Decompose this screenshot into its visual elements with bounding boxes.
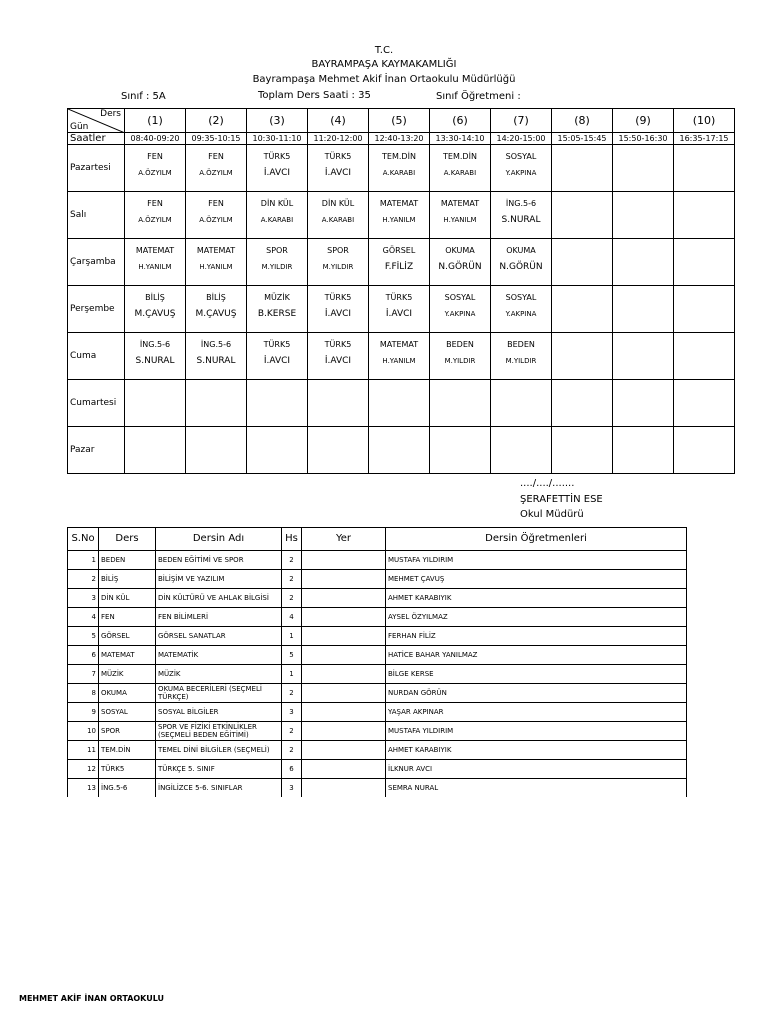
lesson-teacher: İ.AVCI [324,356,352,366]
course-name: DİN KÜLTÜRÜ VE AHLAK BİLGİSİ [156,589,282,608]
lesson-cell [308,239,369,286]
lesson-teacher: S.NURAL [196,356,236,366]
lesson-subject: SOSYAL [505,152,537,161]
lesson-teacher: N.GÖRÜN [438,262,482,272]
course-teacher: MEHMET ÇAVUŞ [386,570,687,589]
col-header-ogretmen: Dersin Öğretmenleri [386,528,687,551]
lesson-teacher: A.ÖZYILM [138,169,172,177]
course-hours: 2 [282,570,302,589]
course-number: 4 [68,608,99,627]
lesson-subject: MATEMAT [196,246,236,255]
lesson-cell [247,192,308,239]
course-number: 3 [68,589,99,608]
lesson-teacher: Y.AKPINA [444,310,476,318]
course-number: 7 [68,665,99,684]
timetable [67,108,735,474]
lesson-cell [491,239,552,286]
lesson-subject: TÜRK5 [385,293,413,302]
course-number: 8 [68,684,99,703]
lesson-cell [369,427,430,474]
period-hours-7: 14:20-15:00 [491,133,552,145]
period-header-4: (4) [308,109,369,133]
lesson-cell [674,145,735,192]
lesson-cell [674,286,735,333]
lesson-cell [125,145,186,192]
lesson-subject: TÜRK5 [263,152,291,161]
lesson-cell [613,427,674,474]
course-hours: 2 [282,589,302,608]
lesson-teacher: A.KARABI [260,216,294,224]
period-hours-1: 08:40-09:20 [125,133,186,145]
period-hours-3: 10:30-11:10 [247,133,308,145]
course-code: TÜRK5 [99,760,156,779]
period-hours-4: 11:20-12:00 [308,133,369,145]
lesson-cell [491,286,552,333]
course-location [302,760,386,779]
period-header-8: (8) [552,109,613,133]
lesson-cell [552,286,613,333]
day-name: Cuma [68,333,125,380]
day-name: Cumartesi [68,380,125,427]
lesson-subject: MATEMAT [440,199,480,208]
lesson-teacher: Y.AKPINA [505,310,537,318]
lesson-teacher: H.YANILM [138,263,172,271]
course-row [68,741,687,760]
principal-title: Okul Müdürü [520,509,584,520]
lesson-subject: BEDEN [446,340,474,349]
lesson-teacher: S.NURAL [501,215,541,225]
lesson-cell [369,380,430,427]
course-location [302,684,386,703]
period-header-10: (10) [674,109,735,133]
lesson-cell [186,286,247,333]
course-code: TEM.DİN [99,741,156,760]
lesson-cell [125,286,186,333]
course-row [68,779,687,798]
course-teacher: NURDAN GÖRÜN [386,684,687,703]
course-hours: 1 [282,665,302,684]
lesson-cell [125,333,186,380]
course-name: GÖRSEL SANATLAR [156,627,282,646]
col-header-adi: Dersin Adı [156,528,282,551]
course-teacher: AYSEL ÖZYILMAZ [386,608,687,627]
course-name: MÜZİK [156,665,282,684]
signature-date: ..../..../....... [520,478,575,489]
lesson-cell [613,239,674,286]
lesson-teacher: Y.AKPINA [505,169,537,177]
day-name: Perşembe [68,286,125,333]
lesson-subject: İNG.5-6 [139,340,171,349]
lesson-cell [552,380,613,427]
lesson-teacher: İ.AVCI [263,168,291,178]
lesson-subject: FEN [208,199,224,208]
period-header-6: (6) [430,109,491,133]
course-name: BİLİŞİM VE YAZILIM [156,570,282,589]
period-header-9: (9) [613,109,674,133]
course-teacher: FERHAN FİLİZ [386,627,687,646]
course-location [302,608,386,627]
course-row [68,570,687,589]
lesson-cell [186,239,247,286]
lesson-subject: TÜRK5 [324,340,352,349]
lesson-teacher: A.ÖZYILM [138,216,172,224]
lesson-cell [247,145,308,192]
period-hours-9: 15:50-16:30 [613,133,674,145]
lesson-cell [552,145,613,192]
lesson-teacher: İ.AVCI [385,309,413,319]
lesson-teacher: N.GÖRÜN [499,262,543,272]
period-hours-10: 16:35-17:15 [674,133,735,145]
lesson-teacher: H.YANILM [382,357,416,365]
period-header-1: (1) [125,109,186,133]
course-row [68,608,687,627]
lesson-teacher: İ.AVCI [324,168,352,178]
lesson-subject: İNG.5-6 [200,340,232,349]
lesson-teacher: F.FİLİZ [384,262,414,272]
course-teacher: MUSTAFA YILDIRIM [386,722,687,741]
course-code: FEN [99,608,156,627]
lesson-teacher: A.ÖZYILM [199,169,233,177]
period-header-5: (5) [369,109,430,133]
lesson-teacher: M.ÇAVUŞ [195,309,237,319]
course-code: MATEMAT [99,646,156,665]
header-tc: T.C. [374,45,394,56]
course-location [302,779,386,798]
lesson-subject: OKUMA [445,246,475,255]
period-hours-5: 12:40-13:20 [369,133,430,145]
course-teacher: AHMET KARABIYIK [386,741,687,760]
course-hours: 3 [282,703,302,722]
lesson-subject: FEN [147,199,163,208]
lesson-cell [491,380,552,427]
lesson-cell [430,239,491,286]
course-list-table [67,527,687,797]
lesson-subject: TÜRK5 [263,340,291,349]
total-hours-label: Toplam Ders Saati : 35 [258,90,371,101]
lesson-cell [186,192,247,239]
lesson-cell [308,286,369,333]
class-label: Sınıf : 5A [121,91,166,102]
principal-name: ŞERAFETTİN ESE [520,494,603,505]
course-row [68,684,687,703]
course-name: TÜRKÇE 5. SINIF [156,760,282,779]
lesson-cell [674,333,735,380]
lesson-subject: FEN [147,152,163,161]
lesson-cell [552,427,613,474]
class-teacher-label: Sınıf Öğretmeni : [436,91,521,102]
course-name: SPOR VE FİZİKİ ETKİNLİKLER (SEÇMELİ BEDEN EĞİTİMİ) [156,722,282,741]
period-header-2: (2) [186,109,247,133]
course-hours: 1 [282,627,302,646]
lesson-cell [247,239,308,286]
lesson-cell [613,380,674,427]
lesson-cell [430,333,491,380]
lesson-cell [674,192,735,239]
course-row [68,760,687,779]
course-number: 12 [68,760,99,779]
course-teacher: SEMRA NURAL [386,779,687,798]
lesson-teacher: M.YILDIR [444,357,476,365]
day-name: Salı [68,192,125,239]
lesson-cell [491,333,552,380]
course-name: İNGİLİZCE 5-6. SINIFLAR [156,779,282,798]
lesson-subject: OKUMA [506,246,536,255]
day-row [68,192,735,239]
lesson-cell [491,192,552,239]
lesson-teacher: H.YANILM [199,263,233,271]
lesson-teacher: H.YANILM [382,216,416,224]
lesson-teacher: A.KARABI [382,169,416,177]
course-teacher: İLKNUR AVCI [386,760,687,779]
lesson-cell [247,427,308,474]
lesson-cell [613,192,674,239]
lesson-subject: SOSYAL [444,293,476,302]
lesson-teacher: M.ÇAVUŞ [134,309,176,319]
course-row [68,627,687,646]
course-location [302,722,386,741]
course-number: 13 [68,779,99,798]
course-number: 9 [68,703,99,722]
course-hours: 3 [282,779,302,798]
course-hours: 6 [282,760,302,779]
lesson-teacher: M.YILDIR [322,263,354,271]
course-row [68,703,687,722]
lesson-subject: İNG.5-6 [505,199,537,208]
lesson-cell [552,192,613,239]
col-header-yer: Yer [302,528,386,551]
course-teacher: BİLGE KERSE [386,665,687,684]
course-number: 10 [68,722,99,741]
lesson-subject: SOSYAL [505,293,537,302]
lesson-cell [369,145,430,192]
course-name: FEN BİLİMLERİ [156,608,282,627]
lesson-cell [674,427,735,474]
course-code: GÖRSEL [99,627,156,646]
course-code: BİLİŞ [99,570,156,589]
lesson-cell [125,427,186,474]
lesson-cell [430,145,491,192]
lesson-cell [186,380,247,427]
course-hours: 2 [282,722,302,741]
lesson-subject: DİN KÜL [321,199,355,208]
day-row [68,427,735,474]
lesson-subject: MATEMAT [135,246,175,255]
course-teacher: YAŞAR AKPINAR [386,703,687,722]
day-name: Pazar [68,427,125,474]
lesson-cell [491,145,552,192]
course-code: OKUMA [99,684,156,703]
course-name: MATEMATİK [156,646,282,665]
course-teacher: AHMET KARABIYIK [386,589,687,608]
course-hours: 2 [282,741,302,760]
lesson-cell [369,333,430,380]
lesson-teacher: H.YANILM [443,216,477,224]
lesson-subject: TÜRK5 [324,152,352,161]
course-location [302,627,386,646]
lesson-cell [247,380,308,427]
lesson-cell [674,380,735,427]
header-kaymakamlik: BAYRAMPAŞA KAYMAKAMLIĞI [311,59,457,70]
lesson-teacher: M.YILDIR [261,263,293,271]
course-location [302,589,386,608]
course-teacher: HATİCE BAHAR YANILMAZ [386,646,687,665]
course-row [68,551,687,570]
lesson-cell [613,286,674,333]
corner-ders-label: Ders [100,109,121,119]
course-code: DİN KÜL [99,589,156,608]
lesson-teacher: İ.AVCI [263,356,291,366]
lesson-subject: MÜZİK [264,293,290,302]
lesson-cell [308,333,369,380]
col-header-hs: Hs [282,528,302,551]
lesson-cell [308,192,369,239]
lesson-teacher: A.KARABI [443,169,477,177]
day-name: Çarşamba [68,239,125,286]
course-number: 11 [68,741,99,760]
course-row [68,646,687,665]
lesson-subject: TEM.DİN [382,152,416,161]
course-code: MÜZİK [99,665,156,684]
col-header-no: S.No [68,528,99,551]
day-row [68,286,735,333]
lesson-subject: GÖRSEL [382,246,416,255]
lesson-cell [430,286,491,333]
course-location [302,665,386,684]
course-teacher: MUSTAFA YILDIRIM [386,551,687,570]
lesson-cell [552,239,613,286]
lesson-cell [369,192,430,239]
lesson-subject: BİLİŞ [145,293,165,302]
course-name: BEDEN EĞİTİMİ VE SPOR [156,551,282,570]
lesson-subject: SPOR [327,246,349,255]
lesson-teacher: M.YILDIR [505,357,537,365]
lesson-subject: BEDEN [507,340,535,349]
lesson-cell [613,333,674,380]
course-number: 6 [68,646,99,665]
lesson-subject: MATEMAT [379,340,419,349]
lesson-cell [186,145,247,192]
period-hours-6: 13:30-14:10 [430,133,491,145]
lesson-subject: FEN [208,152,224,161]
course-location [302,646,386,665]
lesson-teacher: A.ÖZYILM [199,216,233,224]
course-number: 1 [68,551,99,570]
lesson-teacher: S.NURAL [135,356,175,366]
lesson-cell [674,239,735,286]
course-hours: 2 [282,551,302,570]
course-number: 2 [68,570,99,589]
lesson-cell [247,333,308,380]
lesson-cell [186,427,247,474]
header-school: Bayrampaşa Mehmet Akif İnan Ortaokulu Müdürlüğü [252,74,516,85]
course-location [302,570,386,589]
period-header-3: (3) [247,109,308,133]
course-code: SOSYAL [99,703,156,722]
course-name: SOSYAL BİLGİLER [156,703,282,722]
lesson-cell [308,145,369,192]
lesson-cell [430,192,491,239]
period-hours-8: 15:05-15:45 [552,133,613,145]
lesson-cell [491,427,552,474]
course-number: 5 [68,627,99,646]
lesson-cell [125,192,186,239]
lesson-teacher: B.KERSE [257,309,297,319]
lesson-subject: TEM.DİN [443,152,477,161]
period-header-7: (7) [491,109,552,133]
hours-label: Saatler [68,133,125,145]
course-code: İNG.5-6 [99,779,156,798]
lesson-cell [613,145,674,192]
lesson-cell [308,427,369,474]
lesson-teacher: A.KARABI [321,216,355,224]
lesson-subject: SPOR [266,246,288,255]
course-row [68,665,687,684]
course-row [68,589,687,608]
period-hours-2: 09:35-10:15 [186,133,247,145]
course-name: TEMEL DİNİ BİLGİLER (SEÇMELİ) [156,741,282,760]
corner-gun-label: Gün [70,122,89,132]
lesson-teacher: İ.AVCI [324,309,352,319]
course-name: OKUMA BECERİLERİ (SEÇMELİ TÜRKÇE) [156,684,282,703]
course-code: SPOR [99,722,156,741]
course-list-header [68,528,687,551]
course-hours: 2 [282,684,302,703]
lesson-cell [308,380,369,427]
lesson-cell [369,239,430,286]
lesson-cell [186,333,247,380]
day-row [68,239,735,286]
course-hours: 5 [282,646,302,665]
lesson-cell [247,286,308,333]
lesson-subject: DİN KÜL [260,199,294,208]
lesson-cell [552,333,613,380]
corner-cell [68,109,125,133]
day-row [68,380,735,427]
lesson-subject: MATEMAT [379,199,419,208]
lesson-subject: BİLİŞ [206,293,226,302]
footer-school-name: MEHMET AKİF İNAN ORTAOKULU [19,994,165,1003]
col-header-ders: Ders [99,528,156,551]
lesson-cell [125,380,186,427]
lesson-subject: TÜRK5 [324,293,352,302]
course-location [302,551,386,570]
lesson-cell [430,380,491,427]
lesson-cell [369,286,430,333]
day-row [68,145,735,192]
lesson-cell [430,427,491,474]
day-name: Pazartesi [68,145,125,192]
lesson-cell [125,239,186,286]
course-location [302,741,386,760]
day-row [68,333,735,380]
course-location [302,703,386,722]
course-row [68,722,687,741]
course-code: BEDEN [99,551,156,570]
course-hours: 4 [282,608,302,627]
